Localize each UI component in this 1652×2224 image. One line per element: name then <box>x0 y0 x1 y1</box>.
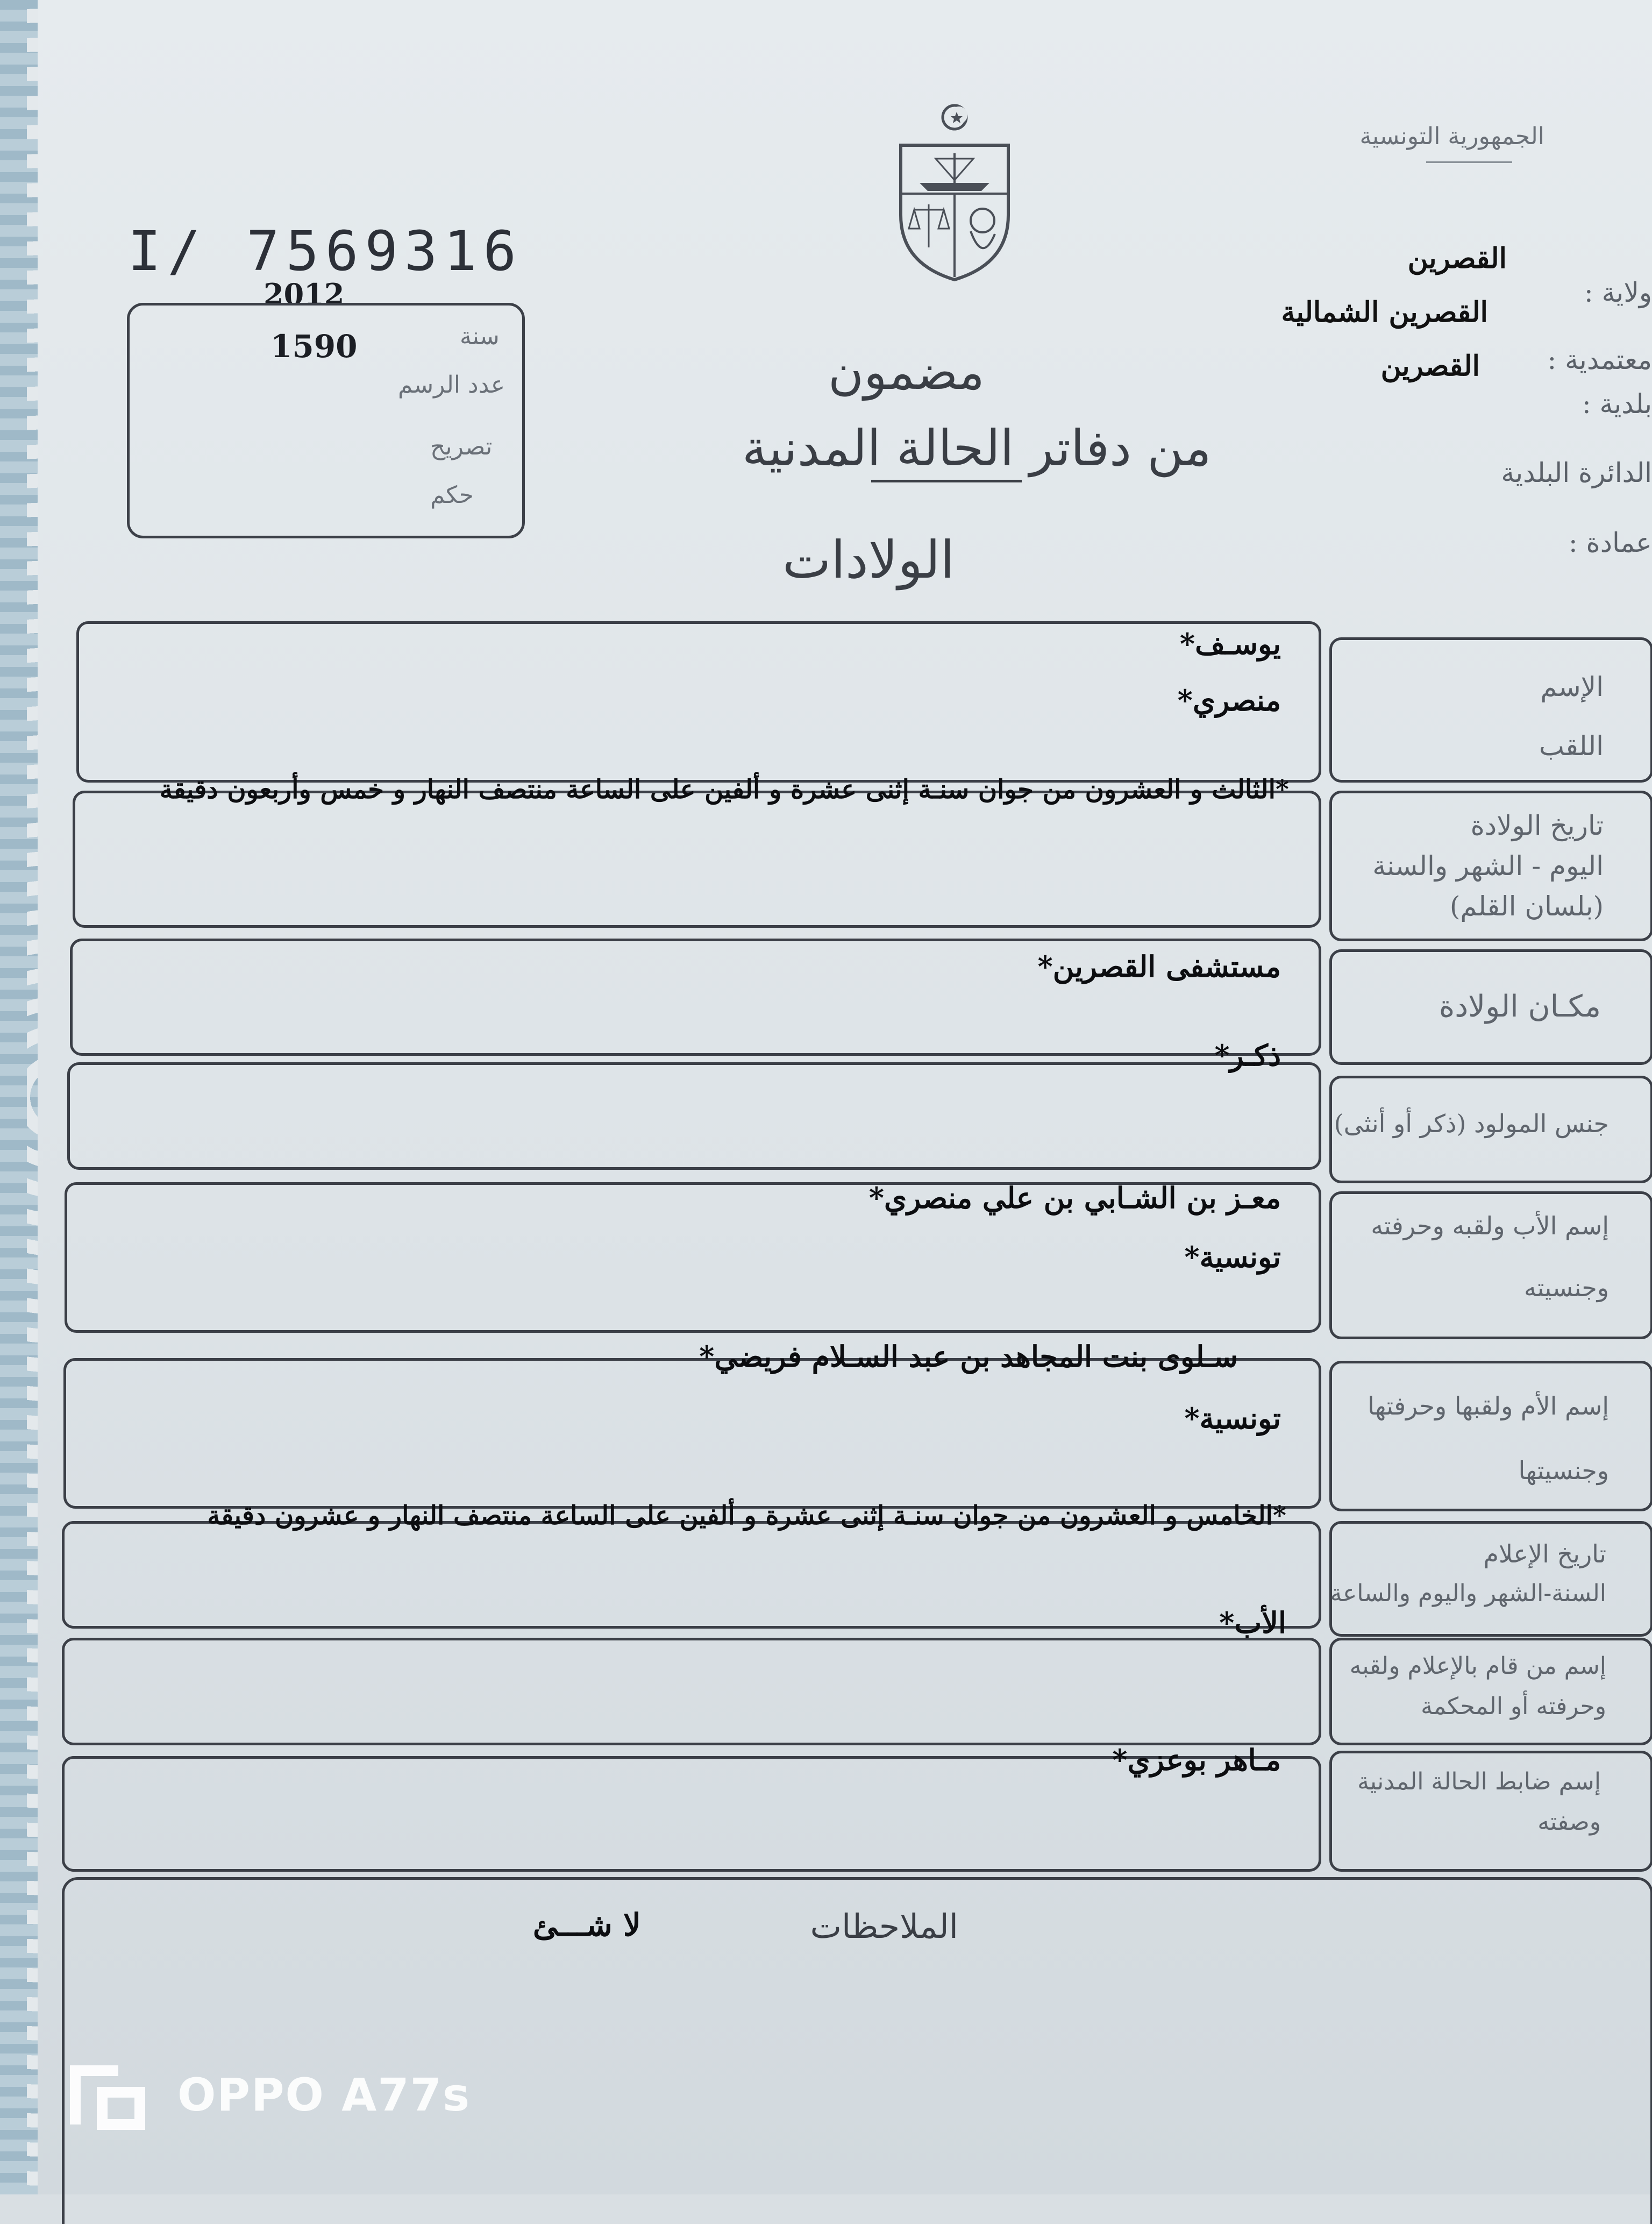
mother-nationality-label: وجنسيتها <box>1518 1456 1609 1485</box>
birth-place-value: مستشفى القصرين* <box>1037 949 1281 984</box>
birth-place-label: مكـان الولادة <box>1439 989 1601 1024</box>
serial-number: I/ 7569316 <box>128 219 523 283</box>
name-label: الإسم <box>1540 671 1604 702</box>
birth-date-sublabel: اليوم - الشهر والسنة <box>1372 850 1604 882</box>
declaration-date-value: *الخامس و العشرون من جوان سنـة إثنى عشرة و ألفين على الساعة منتصف النهار و عشرون دقيقة <box>207 1501 1286 1531</box>
declarant-value-box <box>62 1638 1321 1745</box>
declarant-value: الأب* <box>1219 1605 1286 1640</box>
declarant-sublabel: وحرفته أو المحكمة <box>1421 1693 1606 1720</box>
wilaya-value: القصرين <box>1407 242 1507 275</box>
mother-label: إسم الأم ولقبها وحرفتها <box>1367 1391 1609 1420</box>
last-name-value: منصري* <box>1177 683 1281 717</box>
name-label-box <box>1329 637 1652 783</box>
umada-label: عمادة : <box>1568 527 1652 558</box>
mother-value-box <box>63 1358 1321 1509</box>
declarant-label: إسم من قام بالإعلام ولقبه <box>1349 1652 1606 1680</box>
title-registers: من دفاتر الحالة المدنية <box>742 420 1212 477</box>
birth-date-label: تاريخ الولادة <box>1470 810 1604 841</box>
surname-label: اللقب <box>1539 730 1604 762</box>
sex-value: ذكـر* <box>1214 1038 1281 1072</box>
officer-sublabel: وصفته <box>1537 1808 1601 1836</box>
daira-label: الدائرة البلدية <box>1501 457 1652 488</box>
camera-watermark <box>59 2055 471 2135</box>
registry-year-value: 2012 <box>264 277 345 311</box>
registry-number-value: 1590 <box>270 328 358 365</box>
sex-label: جنس المولود (ذكر أو أنثى) <box>1334 1109 1609 1138</box>
remarks-value: لا شـــئ <box>532 1907 641 1943</box>
mutamadiya-label: معتمدية : <box>1547 344 1652 375</box>
birth-date-value-box <box>73 791 1321 928</box>
registry-number-label: عدد الرسم <box>398 371 505 399</box>
declaration-date-sublabel: السنة-الشهر واليوم والساعة <box>1330 1580 1606 1607</box>
first-name-value: يوسـف* <box>1179 627 1281 661</box>
declaration-date-value-box <box>62 1521 1321 1629</box>
baladiya-label: بلدية : <box>1582 388 1652 420</box>
baladiya-value: القصرين <box>1380 350 1480 382</box>
declaration-date-label: تاريخ الإعلام <box>1483 1539 1606 1568</box>
title-underline <box>871 480 1022 482</box>
camera-watermark-text: OPPO A77s <box>177 2069 471 2121</box>
officer-value: مـاهر بوعزي* <box>1112 1743 1281 1777</box>
wilaya-label: ولاية : <box>1584 277 1652 308</box>
officer-label: إسم ضابط الحالة المدنية <box>1357 1768 1601 1795</box>
birth-date-value: *الثالث و العشرون من جوان سنـة إثنى عشرة و ألفين على الساعة منتصف النهار و خمس وأربعون دقيقة <box>159 775 1289 805</box>
mother-nationality-value: تونسية* <box>1184 1401 1281 1436</box>
birth-date-note: (بلسان القلم) <box>1449 891 1604 922</box>
registry-year-label: سنة <box>460 323 500 350</box>
father-nationality-value: تونسية* <box>1184 1240 1281 1274</box>
sex-value-box <box>67 1062 1321 1170</box>
remarks-label: الملاحظات <box>810 1907 958 1946</box>
judgment-label: حكم <box>430 481 474 509</box>
republic-divider <box>1426 161 1512 163</box>
mutamadiya-value: القصرين الشمالية <box>1281 296 1488 329</box>
father-value: معـز بن الشـابي بن علي منصري* <box>868 1181 1281 1215</box>
title-summary: مضمون <box>828 344 985 401</box>
mother-value: سـلوى بنت المجاهد بن عبد السـلام فريضي* <box>699 1339 1238 1374</box>
declaration-label: تصريح <box>430 433 493 460</box>
tunisia-coat-of-arms-icon <box>890 102 1019 285</box>
father-label: إسم الأب ولقبه وحرفته <box>1371 1211 1609 1240</box>
camera-frame-icon <box>59 2055 156 2135</box>
republic-label: الجمهورية التونسية <box>1359 123 1544 150</box>
title-births: الولادات <box>782 530 955 590</box>
name-value-box <box>76 621 1321 783</box>
father-nationality-label: وجنسيته <box>1524 1273 1609 1302</box>
